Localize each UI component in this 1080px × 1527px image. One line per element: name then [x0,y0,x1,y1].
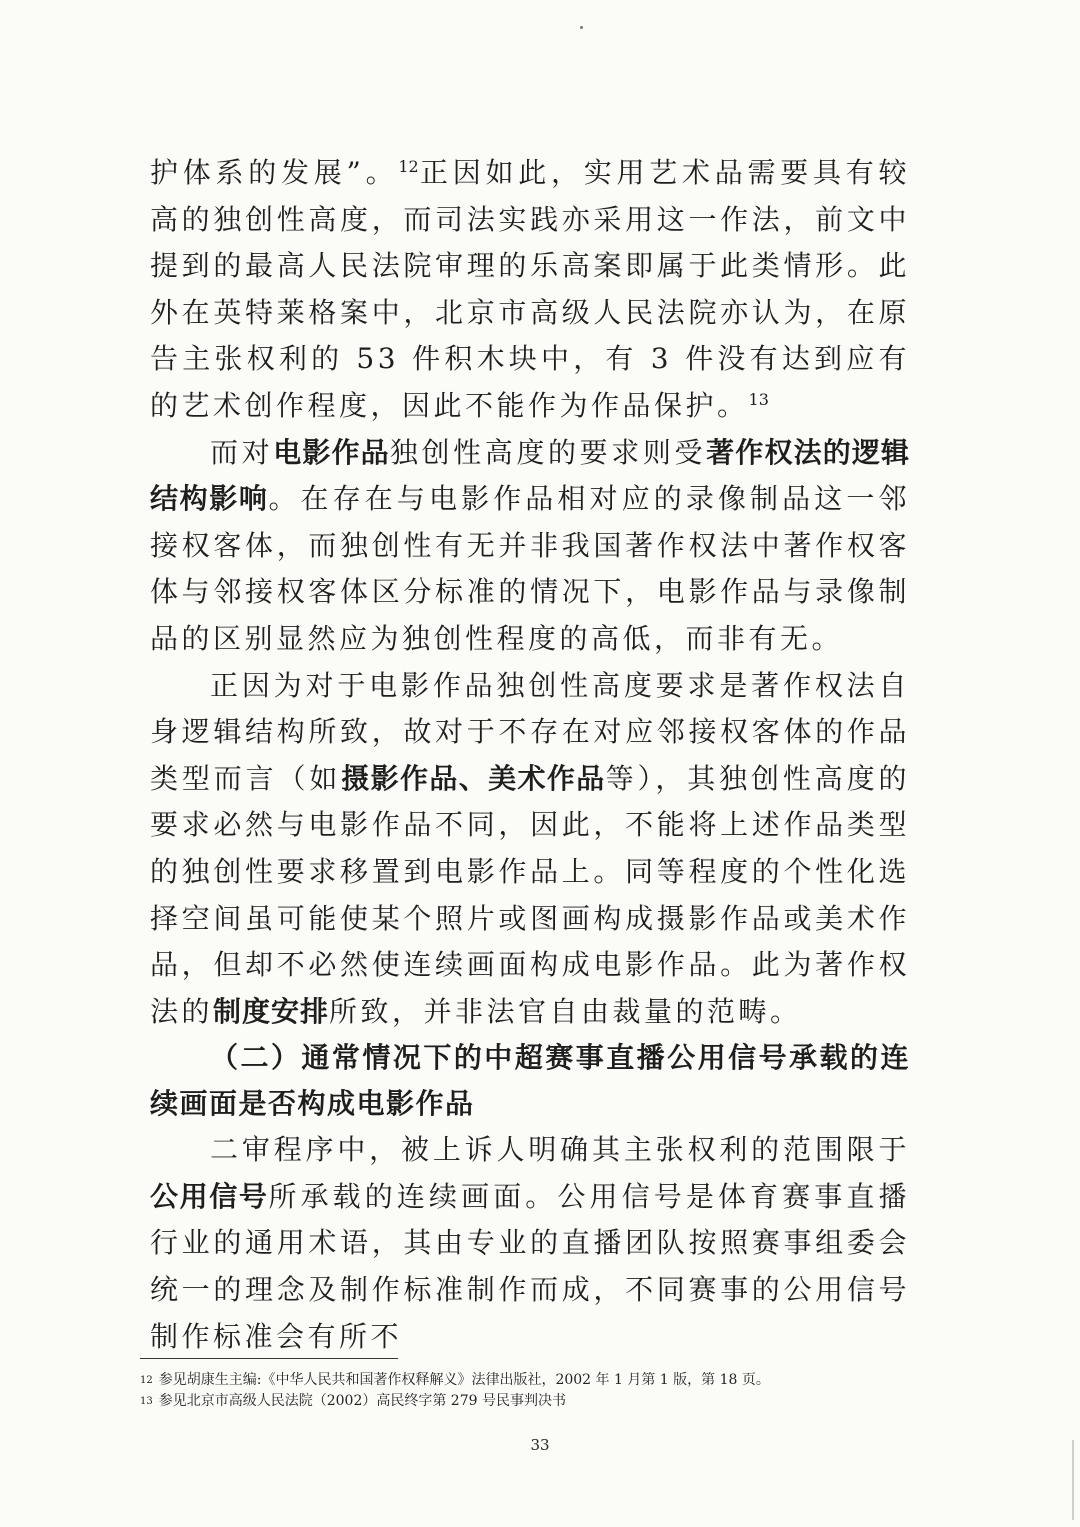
section-heading: （二）通常情况下的中超赛事直播公用信号承载的连续画面是否构成电影作品 [150,1041,910,1121]
bold-term-institutional-arrangement: 制度安排 [213,994,330,1028]
footnote-text: 参见北京市高级人民法院（2002）高民终字第 279 号民事判决书 [158,1393,566,1409]
paragraph-4: 二审程序中，被上诉人明确其主张权利的范围限于公用信号所承载的连续画面。公用信号是体育赛事直播行业的通用术语，其由专业的直播团队按照赛事组委会统一的理念及制作标准制作而成，不同赛事的公用信号制作标准会有所不 [150,1133,910,1353]
footnote-divider [140,1358,398,1359]
footnote-12 [140,1370,940,1391]
scan-speck [580,26,583,29]
footnote-number: 13 [140,1396,153,1407]
paragraph-1: 护体系的发展”。$^{12}$正因如此，实用艺术品需要具有较高的独创性高度，而司法实践亦采用这一作法，前文中提到的最高人民法院审理的乐高案即属于此类情形。此外在英特莱格案中，北京市高级人民法院亦认为，在原告主张权利的 53 件积木块中，有 3 件没有达到应有的艺术创作程度，因此不能作为作品保护。$^{13}$ [150,156,910,422]
paragraph-2: 而对电影作品独创性高度的要求则受著作权法的逻辑结构影响。在存在与电影作品相对应的录像制品这一邻接权客体，而独创性有无并非我国著作权法中著作权客体与邻接权客体区分标准的情况下，电影作品与录像制品的区别显然应为独创性程度的高低，而非有无。 [150,435,910,655]
bold-term-copyright-logic: 著作权法的逻辑结构影响 [150,435,910,516]
footnote-number: 12 [140,1375,153,1386]
footnote-13 [140,1391,940,1412]
footnote-ref-12[interactable]: 12 [398,157,419,176]
bold-term-photo-art-works: 摄影作品、美术作品 [341,761,606,795]
footnote-ref-13[interactable]: 13 [748,389,769,409]
footnotes [140,1370,940,1412]
page-number: 33 [530,1436,550,1454]
bold-term-film-works: 电影作品 [273,435,390,469]
body-text [150,150,910,1360]
bold-term-public-signal: 公用信号 [150,1179,269,1213]
footnote-text: 参见胡康生主编:《中华人民共和国著作权释解义》法律出版社，2002 年 1 月第 1 版，第 18 页。 [158,1372,770,1388]
paragraph-3: 正因为对于电影作品独创性高度要求是著作权法自身逻辑结构所致，故对于不存在对应邻接权客体的作品类型而言（如摄影作品、美术作品等），其独创性高度的要求必然与电影作品不同，因此，不能将上述作品类型的独创性要求移置到电影作品上。同等程度的个性化选择空间虽可能使某个照片或图画构成摄影作品或美术作品，但却不必然使连续画面构成电影作品。此为著作权法的制度安排所致，并非法官自由裁量的范畴。 [150,668,910,1028]
